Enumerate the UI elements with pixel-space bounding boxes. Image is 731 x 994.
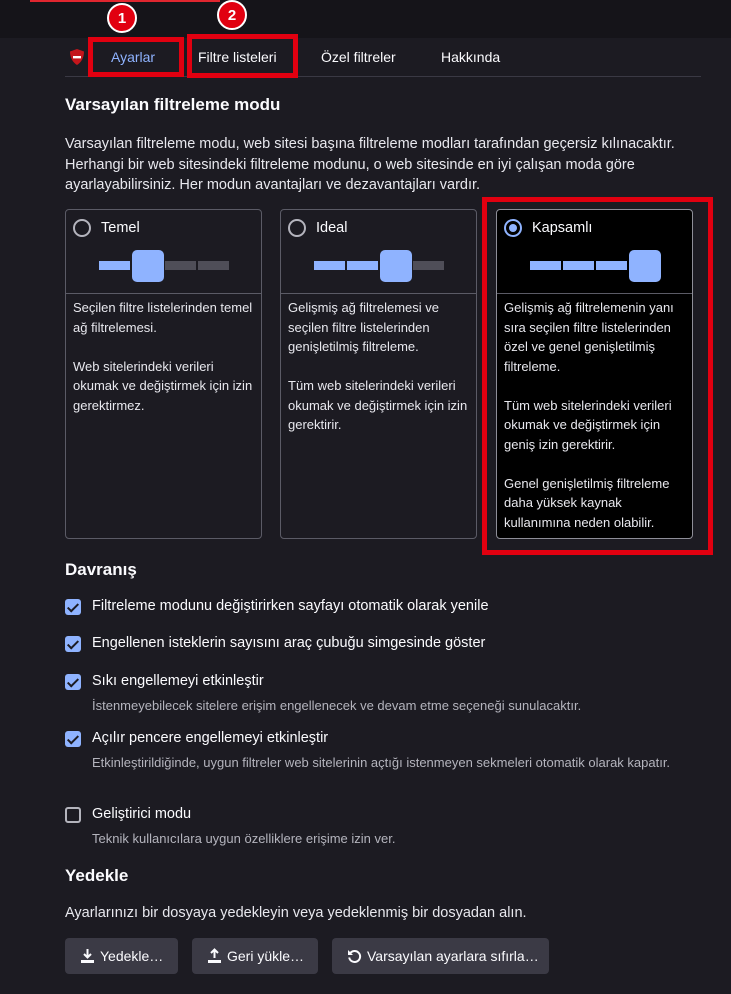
annotation-badge-2: 2 [217, 0, 247, 30]
annotation-badge-1: 1 [107, 3, 137, 33]
mode-card-text: Gelişmiş ağ filtrelemesi ve seçilen filtre listelerinden genişletilmiş filtreleme. [288, 300, 439, 354]
option-label: Engellenen isteklerin sayısını araç çubuğu simgesinde göster [92, 635, 486, 651]
reset-defaults-button[interactable] [332, 938, 549, 974]
slider-segment [314, 261, 345, 270]
checkbox-show-blocked-count[interactable] [65, 636, 81, 652]
mode-card-title: Kapsamlı [532, 220, 593, 236]
option-label: Sıkı engellemeyi etkinleştir [92, 673, 264, 689]
mode-card-description [73, 298, 256, 435]
slider-knob [380, 250, 412, 282]
annotation-box-3 [482, 197, 713, 555]
slider-segment [165, 261, 196, 270]
filter-mode-description: Varsayılan filtreleme modu, web sitesi başına filtreleme modları tarafından geçersiz kılınacaktır. Herhangi bir web sitesindeki filtreleme modunu, o web sitesinde en iyi çalışan moda göre ayarlayabilirsiniz. Her modun avantajları ve dezavantajları vardır. [65, 136, 675, 193]
slider-segment [198, 261, 229, 270]
mode-card-text: Gelişmiş ağ filtrelemenin yanı sıra seçilen filtre listelerinden özel ve genel genişletilmiş filtreleme. [504, 300, 674, 374]
option-label: Filtreleme modunu değiştirirken sayfayı otomatik olarak yenile [92, 598, 489, 614]
mode-card-header [66, 210, 261, 294]
slider-segment [413, 261, 444, 270]
option-label: Açılır pencere engellemeyi etkinleştir [92, 730, 329, 746]
option-description: Teknik kullanıcılara uygun özelliklere erişime izin ver. [92, 831, 396, 846]
checkbox-developer-mode[interactable] [65, 807, 81, 823]
reset-icon [347, 948, 362, 964]
mode-card-basic[interactable] [65, 209, 262, 539]
button-label: Varsayılan ayarlara sıfırla… [367, 948, 539, 964]
backup-button[interactable] [65, 938, 178, 974]
checkbox-auto-reload[interactable] [65, 599, 81, 615]
option-description: İstenmeyebilecek sitelere erişim engellenecek ve devam etme seçeneği sunulacaktır. [92, 698, 582, 713]
download-icon [80, 948, 95, 964]
mode-card-text: Web sitelerindeki verileri okumak ve değiştirmek için izin gerektirmez. [73, 358, 253, 413]
mode-level-slider [99, 250, 231, 282]
radio-optimal[interactable] [288, 219, 306, 237]
tab-settings[interactable]: Ayarlar [111, 49, 156, 65]
annotation-box-1 [88, 37, 184, 77]
mode-card-title: Ideal [316, 220, 348, 236]
active-tab-indicator [30, 0, 220, 2]
radio-basic[interactable] [73, 219, 91, 237]
tab-about[interactable]: Hakkında [441, 49, 501, 65]
button-label: Geri yükle… [227, 948, 305, 964]
slider-knob [132, 250, 164, 282]
option-label: Geliştirici modu [92, 806, 192, 822]
mode-card-title: Temel [101, 220, 140, 236]
mode-card-header [281, 210, 476, 294]
slider-segment [99, 261, 130, 270]
mode-card-text: Seçilen filtre listelerinden temel ağ filtrelemesi. [73, 300, 253, 335]
backup-description: Ayarlarınızı bir dosyaya yedekleyin veya yedeklenmiş bir dosyadan alın. [65, 905, 527, 921]
mode-card-description [288, 298, 471, 454]
section-heading-behavior: Davranış [65, 560, 137, 579]
upload-icon [207, 948, 222, 964]
checkbox-strict-blocking[interactable] [65, 674, 81, 690]
slider-segment [347, 261, 378, 270]
option-description: Etkinleştirildiğinde, uygun filtreler web sitelerinin açtığı istenmeyen sekmeleri otomatik olarak kapatır. [92, 755, 671, 770]
mode-card-text: Genel genişletilmiş filtreleme daha yüksek kaynak kullanımına neden olabilir. [504, 475, 670, 530]
restore-button[interactable] [192, 938, 318, 974]
tab-custom-filters[interactable]: Özel filtreler [321, 49, 396, 65]
annotation-box-2 [187, 34, 298, 78]
mode-card-text: Tüm web sitelerindeki verileri okumak ve değiştirmek için izin gerektirir. [288, 378, 468, 432]
section-heading-filter-mode: Varsayılan filtreleme modu [65, 95, 281, 114]
mode-card-optimal[interactable] [280, 209, 477, 539]
mode-card-text: Tüm web sitelerindeki verileri okumak ve değiştirmek için geniş izin gerektirir. [504, 397, 672, 452]
checkbox-popup-blocking[interactable] [65, 731, 81, 747]
tab-filter-lists[interactable]: Filtre listeleri [198, 49, 277, 65]
button-label: Yedekle… [100, 948, 164, 964]
section-heading-backup: Yedekle [65, 866, 129, 885]
mode-level-slider [314, 250, 446, 282]
